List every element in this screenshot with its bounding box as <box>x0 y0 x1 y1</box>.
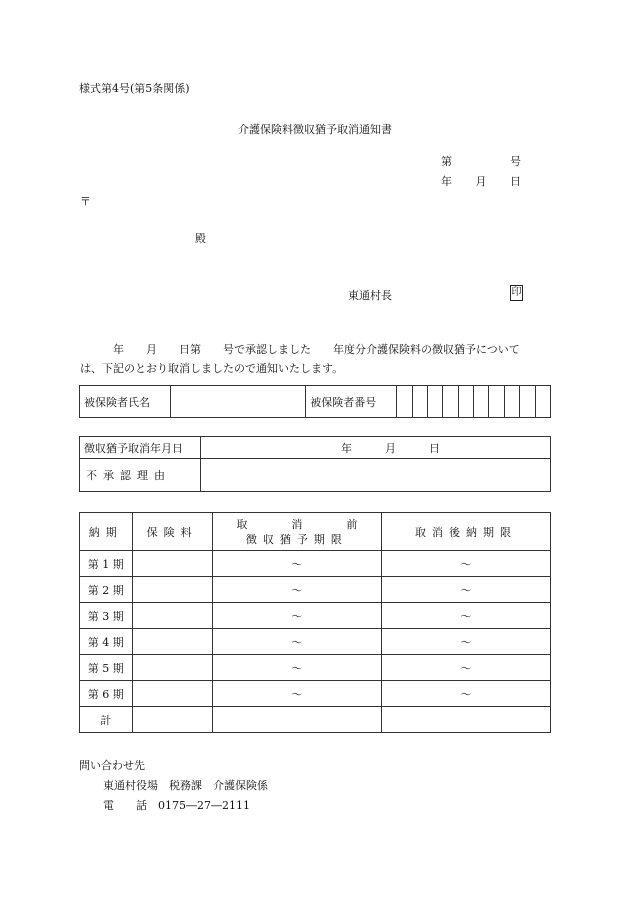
after-cell: ～ <box>382 681 551 707</box>
header-period: 納期 <box>80 513 133 551</box>
notice-line-1: 年 月 日第 号で承認しました 年度分介護保険料の徴収猶予について <box>113 343 520 356</box>
premium-cell <box>132 629 212 655</box>
reason-label: 不承認理由 <box>80 459 201 492</box>
premium-cell <box>132 577 212 603</box>
contact-office: 東通村役場 税務課 介護保険係 <box>103 779 268 792</box>
notice-line-2: は、下記のとおり取消しましたので通知いたします。 <box>80 362 344 375</box>
before-cell: ～ <box>212 629 381 655</box>
table-row <box>80 603 551 629</box>
insured-number-digit <box>520 386 535 418</box>
after-cell: ～ <box>382 603 551 629</box>
period-cell: 第 2 期 <box>80 577 133 603</box>
header-before-top: 取 消 前 <box>236 517 358 531</box>
after-cell: ～ <box>382 655 551 681</box>
insured-table <box>79 385 551 418</box>
before-cell: ～ <box>212 551 381 577</box>
table-row <box>80 551 551 577</box>
insured-number-digit <box>428 386 443 418</box>
insured-number-digit <box>504 386 519 418</box>
table-row <box>80 655 551 681</box>
total-row <box>80 707 551 733</box>
insured-number-digit <box>397 386 412 418</box>
before-cell: ～ <box>212 681 381 707</box>
before-cell: ～ <box>212 577 381 603</box>
header-after: 取消後納期限 <box>382 513 551 551</box>
date-month: 月 <box>475 175 487 188</box>
total-before-cell <box>212 707 381 733</box>
total-label: 計 <box>80 707 133 733</box>
date-day: 日 <box>510 175 521 188</box>
header-before-bottom: 徴収猶予期限 <box>245 532 348 546</box>
insured-name-label: 被保険者氏名 <box>80 386 171 418</box>
document-number-block <box>441 155 521 195</box>
cancel-date-value: 年 月 日 <box>201 437 551 459</box>
cancel-date-label: 徴収猶予取消年月日 <box>80 437 201 459</box>
seal-mark: 印 <box>510 285 523 301</box>
period-cell: 第 3 期 <box>80 603 133 629</box>
premium-cell <box>132 655 212 681</box>
after-cell: ～ <box>382 629 551 655</box>
table-row <box>80 629 551 655</box>
before-cell: ～ <box>212 655 381 681</box>
contact-phone: 電 話 0175―27―2111 <box>103 799 250 812</box>
addressee-honorific: 殿 <box>195 232 206 245</box>
reason-cell <box>201 459 551 492</box>
insured-number-digit <box>443 386 458 418</box>
period-cell: 第 6 期 <box>80 681 133 707</box>
premium-cell <box>132 551 212 577</box>
insured-number-digit <box>474 386 489 418</box>
contact-heading: 問い合わせ先 <box>79 759 145 772</box>
total-premium-cell <box>132 707 212 733</box>
doc-number-go: 号 <box>510 155 521 168</box>
insured-number-digit <box>412 386 427 418</box>
document-title: 介護保険料徴収猶予取消通知書 <box>238 123 392 136</box>
insured-number-digit <box>489 386 504 418</box>
notice-body <box>80 340 550 378</box>
period-cell: 第 5 期 <box>80 655 133 681</box>
period-cell: 第 4 期 <box>80 629 133 655</box>
header-premium: 保険料 <box>132 513 212 551</box>
insured-name-cell <box>171 386 306 418</box>
contact-block <box>79 756 268 816</box>
payment-periods-table <box>79 512 551 733</box>
total-after-cell <box>382 707 551 733</box>
cancellation-table <box>79 436 551 492</box>
insured-number-digit <box>535 386 551 418</box>
table-row <box>80 681 551 707</box>
insured-number-digit <box>458 386 473 418</box>
insured-number-label: 被保険者番号 <box>306 386 397 418</box>
premium-cell <box>132 603 212 629</box>
form-number: 様式第4号(第5条関係) <box>79 82 190 95</box>
period-cell: 第 1 期 <box>80 551 133 577</box>
postal-mark: 〒 <box>80 195 91 208</box>
issuer: 東通村長 <box>348 289 392 302</box>
doc-number-dai: 第 <box>441 155 452 168</box>
after-cell: ～ <box>382 577 551 603</box>
after-cell: ～ <box>382 551 551 577</box>
premium-cell <box>132 681 212 707</box>
before-cell: ～ <box>212 603 381 629</box>
header-before <box>212 513 381 551</box>
table-row <box>80 577 551 603</box>
date-year: 年 <box>441 175 452 188</box>
